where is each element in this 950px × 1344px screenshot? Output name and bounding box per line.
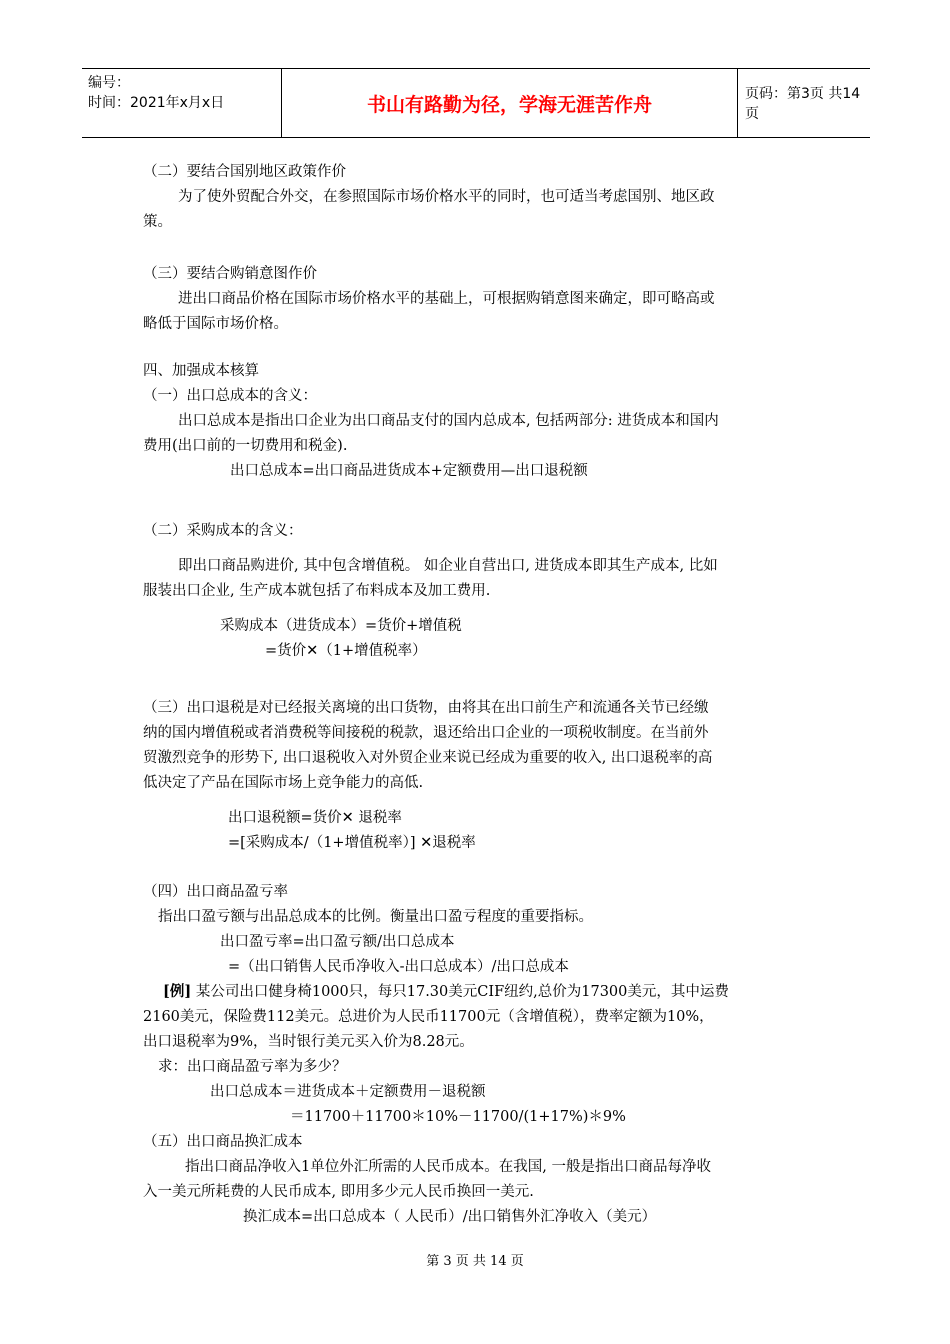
chapter-heading: 四、加强成本核算 bbox=[143, 363, 259, 379]
formula-line: ＝11700＋11700＊10%－11700/(1+17%)＊9% bbox=[290, 1109, 626, 1125]
formula-line: 出口总成本＝进货成本＋定额费用－退税额 bbox=[210, 1084, 486, 1100]
page-footer: 第 3 页 共 14 页 bbox=[426, 1254, 524, 1269]
date-label: 时间：2021年x月x日 bbox=[88, 95, 225, 111]
header-page-info: 页码：第3页 共14页 bbox=[745, 86, 861, 122]
page-header bbox=[82, 68, 870, 138]
formula-line: 采购成本（进货成本）=货价+增值税 bbox=[220, 618, 462, 634]
paragraph-line: 服装出口企业, 生产成本就包括了布料成本及加工费用. bbox=[143, 583, 491, 599]
section-heading: （一）出口总成本的含义： bbox=[143, 388, 317, 404]
paragraph-line: （三）出口退税是对已经报关离境的出口货物，由将其在出口前生产和流通各关节已经缴 bbox=[143, 700, 709, 716]
paragraph-line: 费用(出口前的一切费用和税金). bbox=[143, 438, 348, 454]
example-text: 某公司出口健身椅1000只，每只17.30美元CIF纽约,总价为17300美元，其中运费 bbox=[195, 984, 729, 1000]
header-meta bbox=[82, 69, 282, 137]
paragraph-line: 指出口商品净收入1单位外汇所需的人民币成本。在我国, 一般是指出口商品每净收 bbox=[185, 1159, 711, 1175]
formula-line: 出口退税额=货价✕ 退税率 bbox=[228, 810, 402, 826]
section-heading: （二）采购成本的含义： bbox=[143, 523, 303, 539]
paragraph-line: 2160美元，保险费112美元。总进价为人民币11700元（含增值税），费率定额为10%， bbox=[143, 1009, 714, 1025]
formula-line: =（出口销售人民币净收入-出口总成本）/出口总成本 bbox=[228, 959, 569, 975]
paragraph-line: 略低于国际市场价格。 bbox=[143, 316, 288, 332]
paragraph-line: 即出口商品购进价, 其中包含增值税。 如企业自营出口, 进货成本即其生产成本, 比如 bbox=[178, 558, 718, 574]
example-tag: [例] bbox=[163, 983, 192, 1000]
paragraph-line: 纳的国内增值税或者消费税等间接税的税款，退还给出口企业的一项税收制度。在当前外 bbox=[143, 725, 709, 741]
paragraph-line: 为了使外贸配合外交，在参照国际市场价格水平的同时，也可适当考虑国别、地区政 bbox=[178, 189, 715, 205]
formula-line: 换汇成本=出口总成本（ 人民币）/出口销售外汇净收入（美元） bbox=[243, 1209, 657, 1225]
formula-line: =[采购成本/（1+增值税率）] ✕退税率 bbox=[228, 835, 476, 851]
section-heading: （二）要结合国别地区政策作价 bbox=[143, 164, 346, 180]
paragraph-line: 低决定了产品在国际市场上竞争能力的高低. bbox=[143, 775, 424, 791]
formula-line: 出口总成本=出口商品进货成本+定额费用—出口退税额 bbox=[230, 463, 588, 479]
paragraph-line: 贸激烈竞争的形势下, 出口退税收入对外贸企业来说已经成为重要的收入, 出口退税率的高 bbox=[143, 750, 713, 766]
paragraph-line: 策。 bbox=[143, 214, 172, 230]
number-label: 编号： bbox=[88, 75, 130, 91]
section-heading: （三）要结合购销意图作价 bbox=[143, 266, 317, 282]
formula-line: =货价✕（1+增值税率） bbox=[265, 643, 427, 659]
section-heading: （四）出口商品盈亏率 bbox=[143, 884, 288, 900]
section-heading: （五）出口商品换汇成本 bbox=[143, 1134, 303, 1150]
paragraph-line: 入一美元所耗费的人民币成本, 即用多少元人民币换回一美元. bbox=[143, 1184, 534, 1200]
paragraph-line: 指出口盈亏额与出品总成本的比例。衡量出口盈亏程度的重要指标。 bbox=[158, 909, 593, 925]
header-motto: 书山有路勤为径，学海无涯苦作舟 bbox=[282, 69, 738, 137]
paragraph-line: 出口退税率为9%，当时银行美元买入价为8.28元。 bbox=[143, 1034, 474, 1050]
paragraph-line: 进出口商品价格在国际市场价格水平的基础上，可根据购销意图来确定，即可略高或 bbox=[178, 291, 715, 307]
question-line: 求：出口商品盈亏率为多少？ bbox=[158, 1059, 347, 1075]
formula-line: 出口盈亏率=出口盈亏额/出口总成本 bbox=[220, 934, 455, 950]
paragraph-line: 出口总成本是指出口企业为出口商品支付的国内总成本, 包括两部分: 进货成本和国内 bbox=[178, 413, 719, 429]
